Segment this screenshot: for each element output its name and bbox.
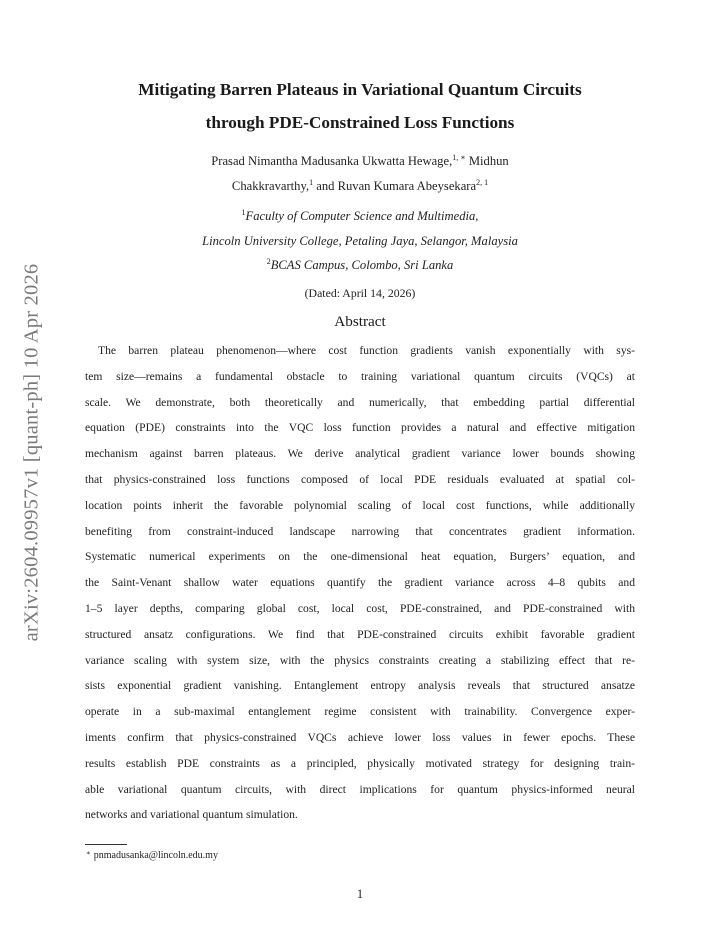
page-number: 1	[356, 887, 364, 901]
affiliation-2-text: BCAS Campus, Colombo, Sri Lanka	[270, 258, 454, 272]
abstract-line: networks and variational quantum simulation.	[85, 808, 298, 822]
affiliation-1-mark: 1	[241, 208, 246, 217]
abstract-line: equation (PDE) constraints into the VQC loss function provides a natural and effective mitigation	[85, 421, 635, 435]
affiliation-1-line-1	[86, 209, 634, 224]
abstract-line: benefiting from constraint-induced landscape narrowing that concentrates gradient information.	[85, 524, 635, 538]
author-2-first-name: Midhun	[468, 154, 509, 168]
author-1-marks: 1, ∗	[452, 153, 466, 162]
affiliation-2-line	[86, 258, 634, 273]
author-line-1	[86, 154, 634, 169]
author-conjunction: and	[316, 179, 335, 193]
affiliation-1-text: Faculty of Computer Science and Multimedia,	[245, 209, 479, 223]
arxiv-id-text: arXiv:2604.09957v1 [quant-ph] 10 Apr 2026	[20, 263, 43, 641]
paper-title-line-2: through PDE-Constrained Loss Functions	[205, 113, 515, 132]
abstract-line: 1–5 layer depths, comparing global cost, local cost, PDE-constrained, and PDE-constrained with	[85, 601, 635, 615]
abstract-line: iments confirm that physics-constrained VQCs achieve lower loss values in fewer epochs. These	[85, 730, 635, 744]
abstract-line: that physics-constrained loss functions composed of local PDE residuals evaluated at spatial col-	[85, 472, 635, 486]
author-1-name: Prasad Nimantha Madusanka Ukwatta Hewage,	[211, 154, 453, 168]
abstract-line: Systematic numerical experiments on the one-dimensional heat equation, Burgers’ equation, and	[85, 550, 635, 564]
arxiv-identifier-stamp	[6, 246, 58, 658]
abstract-line: The barren plateau phenomenon—where cost function gradients vanish exponentially with sys-	[98, 344, 635, 357]
abstract-line: structured ansatz configurations. We find that PDE-constrained circuits exhibit favorable gradient	[85, 627, 635, 641]
author-3-name: Ruvan Kumara Abeysekara	[337, 179, 477, 193]
author-2-marks: 1	[309, 178, 314, 187]
paper-title-line-1: Mitigating Barren Plateaus in Variational Quantum Circuits	[138, 80, 582, 99]
abstract-body	[85, 338, 635, 828]
author-2-last-name: Chakkravarthy,	[231, 179, 310, 193]
dated-line: (Dated: April 14, 2026)	[304, 286, 416, 300]
footnote-rule	[85, 844, 127, 845]
abstract-line: operate in a sub-maximal entanglement regime consistent with trainability. Convergence exper-	[85, 705, 635, 719]
footnote-mark: ∗	[86, 849, 91, 857]
abstract-line: scale. We demonstrate, both theoretically and numerically, that embedding partial differential	[85, 395, 635, 409]
footnote-email: pnmadusanka@lincoln.edu.my	[93, 850, 218, 861]
author-3-marks: 2, 1	[476, 178, 489, 187]
abstract-line: mechanism against barren plateaus. We derive analytical gradient variance lower bounds showing	[85, 447, 635, 461]
abstract-line: location points inherit the favorable polynomial scaling of local cost functions, while additionally	[85, 498, 635, 512]
abstract-line: variance scaling with system size, with the physics constraints creating a stabilizing effect that re-	[85, 653, 635, 667]
abstract-line: able variational quantum circuits, with direct implications for quantum physics-informed neural	[85, 782, 635, 796]
abstract-line: the Saint-Venant shallow water equations quantify the gradient variance across 4–8 qubits and	[85, 576, 635, 590]
abstract-line: tem size—remains a fundamental obstacle to training variational quantum circuits (VQCs) at	[85, 369, 635, 383]
affiliation-2-mark: 2	[266, 257, 271, 266]
affiliation-1-line-2: Lincoln University College, Petaling Jaya, Selangor, Malaysia	[202, 234, 518, 248]
author-line-2	[86, 179, 634, 194]
abstract-line: results establish PDE constraints as a principled, physically motivated strategy for designing train-	[85, 756, 635, 770]
abstract-heading: Abstract	[334, 313, 386, 330]
abstract-line: sists exponential gradient vanishing. Entanglement entropy analysis reveals that structured ansatze	[85, 679, 635, 693]
footnote	[86, 850, 218, 861]
